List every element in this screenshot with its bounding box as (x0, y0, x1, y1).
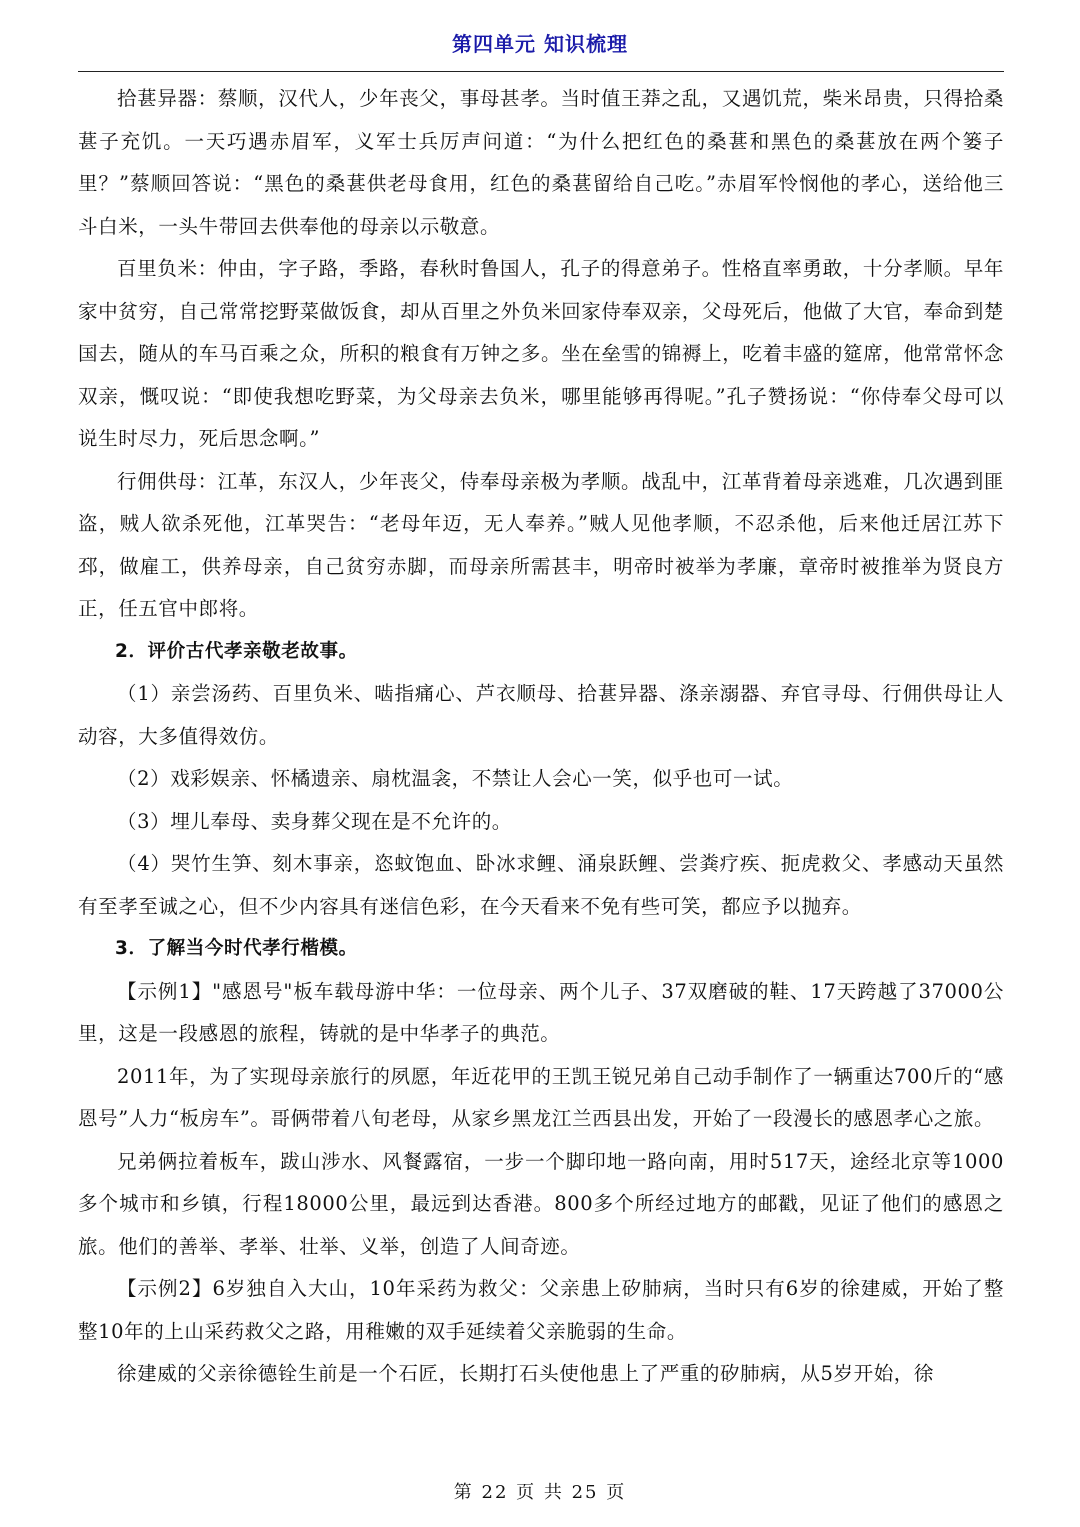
evaluation-item-2: （2）戏彩娱亲、怀橘遗亲、扇枕温衾，不禁让人会心一笑，似乎也可一试。 (117, 767, 794, 790)
section-heading-2: 2．评价古代孝亲敬老故事。 (115, 640, 358, 662)
example-1-paragraph-2: 2011年，为了实现母亲旅行的夙愿，年近花甲的王凯王锐兄弟自己动手制作了一辆重达700斤的“感恩号”人力“板房车”。哥俩带着八旬老母，从家乡黑龙江兰西县出发，开始了一段漫长的感恩孝心之旅。 (78, 1064, 1004, 1130)
example-1-intro: 【示例1】"感恩号"板车载母游中华：一位母亲、两个儿子、37双磨破的鞋、17天跨越了37000公里，这是一段感恩的旅程，铸就的是中华孝子的典范。 (78, 979, 1004, 1045)
section-heading-3: 3．了解当今时代孝行楷模。 (115, 938, 358, 959)
paragraph-bailifumi: 百里负米：仲由，字子路，季路，春秋时鲁国人，孔子的得意弟子。性格直率勇敢，十分孝顺。早年家中贫穷，自己常常挖野菜做饭食，却从百里之外负米回家侍奉双亲，父母死后，他做了大官，奉命到楚国去，随从的车马百乘之众，所积的粮食有万钟之多。坐在垒雪的锦褥上，吃着丰盛的筵席，他常常怀念双亲，慨叹说：“即使我想吃野菜，为父母亲去负米，哪里能够再得呢。”孔子赞扬说：“你侍奉父母可以说生时尽力，死后思念啊。” (78, 257, 1004, 450)
example-1-paragraph-3: 兄弟俩拉着板车，跋山涉水、风餐露宿，一步一个脚印地一路向南，用时517天，途经北京等1000多个城市和乡镇，行程18000公里，最远到达香港。800多个所经过地方的邮戳，见证了他们的感恩之旅。他们的善举、孝举、壮举、义举，创造了人间奇迹。 (78, 1149, 1004, 1258)
paragraph-shishenyiqi: 拾葚异器：蔡顺，汉代人，少年丧父，事母甚孝。当时值王莽之乱，又遇饥荒，柴米昂贵，只得拾桑葚子充饥。一天巧遇赤眉军，义军士兵厉声问道：“为什么把红色的桑葚和黑色的桑葚放在两个篓子里？”蔡顺回答说：“黑色的桑葚供老母食用，红色的桑葚留给自己吃。”赤眉军怜悯他的孝心，送给他三斗白米，一头牛带回去供奉他的母亲以示敬意。 (78, 87, 1004, 238)
page-header-title: 第四单元 知识梳理 (452, 32, 628, 56)
evaluation-item-1: （1）亲尝汤药、百里负米、啮指痛心、芦衣顺母、拾葚异器、涤亲溺器、弃官寻母、行佣供母让人动容，大多值得效仿。 (78, 682, 1004, 748)
header-divider (78, 71, 1004, 72)
page-number-text: 第 22 页 共 25 页 (453, 1482, 627, 1503)
page-footer (0, 1478, 1080, 1504)
evaluation-item-3: （3）埋儿奉母、卖身葬父现在是不允许的。 (117, 809, 512, 833)
document-body (78, 78, 1004, 1396)
evaluation-item-4: （4）哭竹生笋、刻木事亲，恣蚊饱血、卧冰求鲤、涌泉跃鲤、尝粪疗疾、扼虎救父、孝感动天虽然有至孝至诚之心，但不少内容具有迷信色彩，在今天看来不免有些可笑，都应予以抛弃。 (78, 852, 1004, 918)
paragraph-xingyonggongmu: 行佣供母：江革，东汉人，少年丧父，侍奉母亲极为孝顺。战乱中，江革背着母亲逃难，几次遇到匪盗，贼人欲杀死他，江革哭告：“老母年迈，无人奉养。”贼人见他孝顺，不忍杀他，后来他迁居江苏下邳，做雇工，供养母亲，自己贫穷赤脚，而母亲所需甚丰，明帝时被举为孝廉，章帝时被推举为贤良方正，任五官中郎将。 (78, 469, 1004, 620)
example-2-intro: 【示例2】6岁独自入大山，10年采药为救父：父亲患上矽肺病，当时只有6岁的徐建威，开始了整整10年的上山采药救父之路，用稚嫩的双手延续着父亲脆弱的生命。 (78, 1277, 1004, 1343)
example-2-paragraph-2: 徐建威的父亲徐德铨生前是一个石匠，长期打石头使他患上了严重的矽肺病，从5岁开始，徐 (117, 1362, 935, 1385)
